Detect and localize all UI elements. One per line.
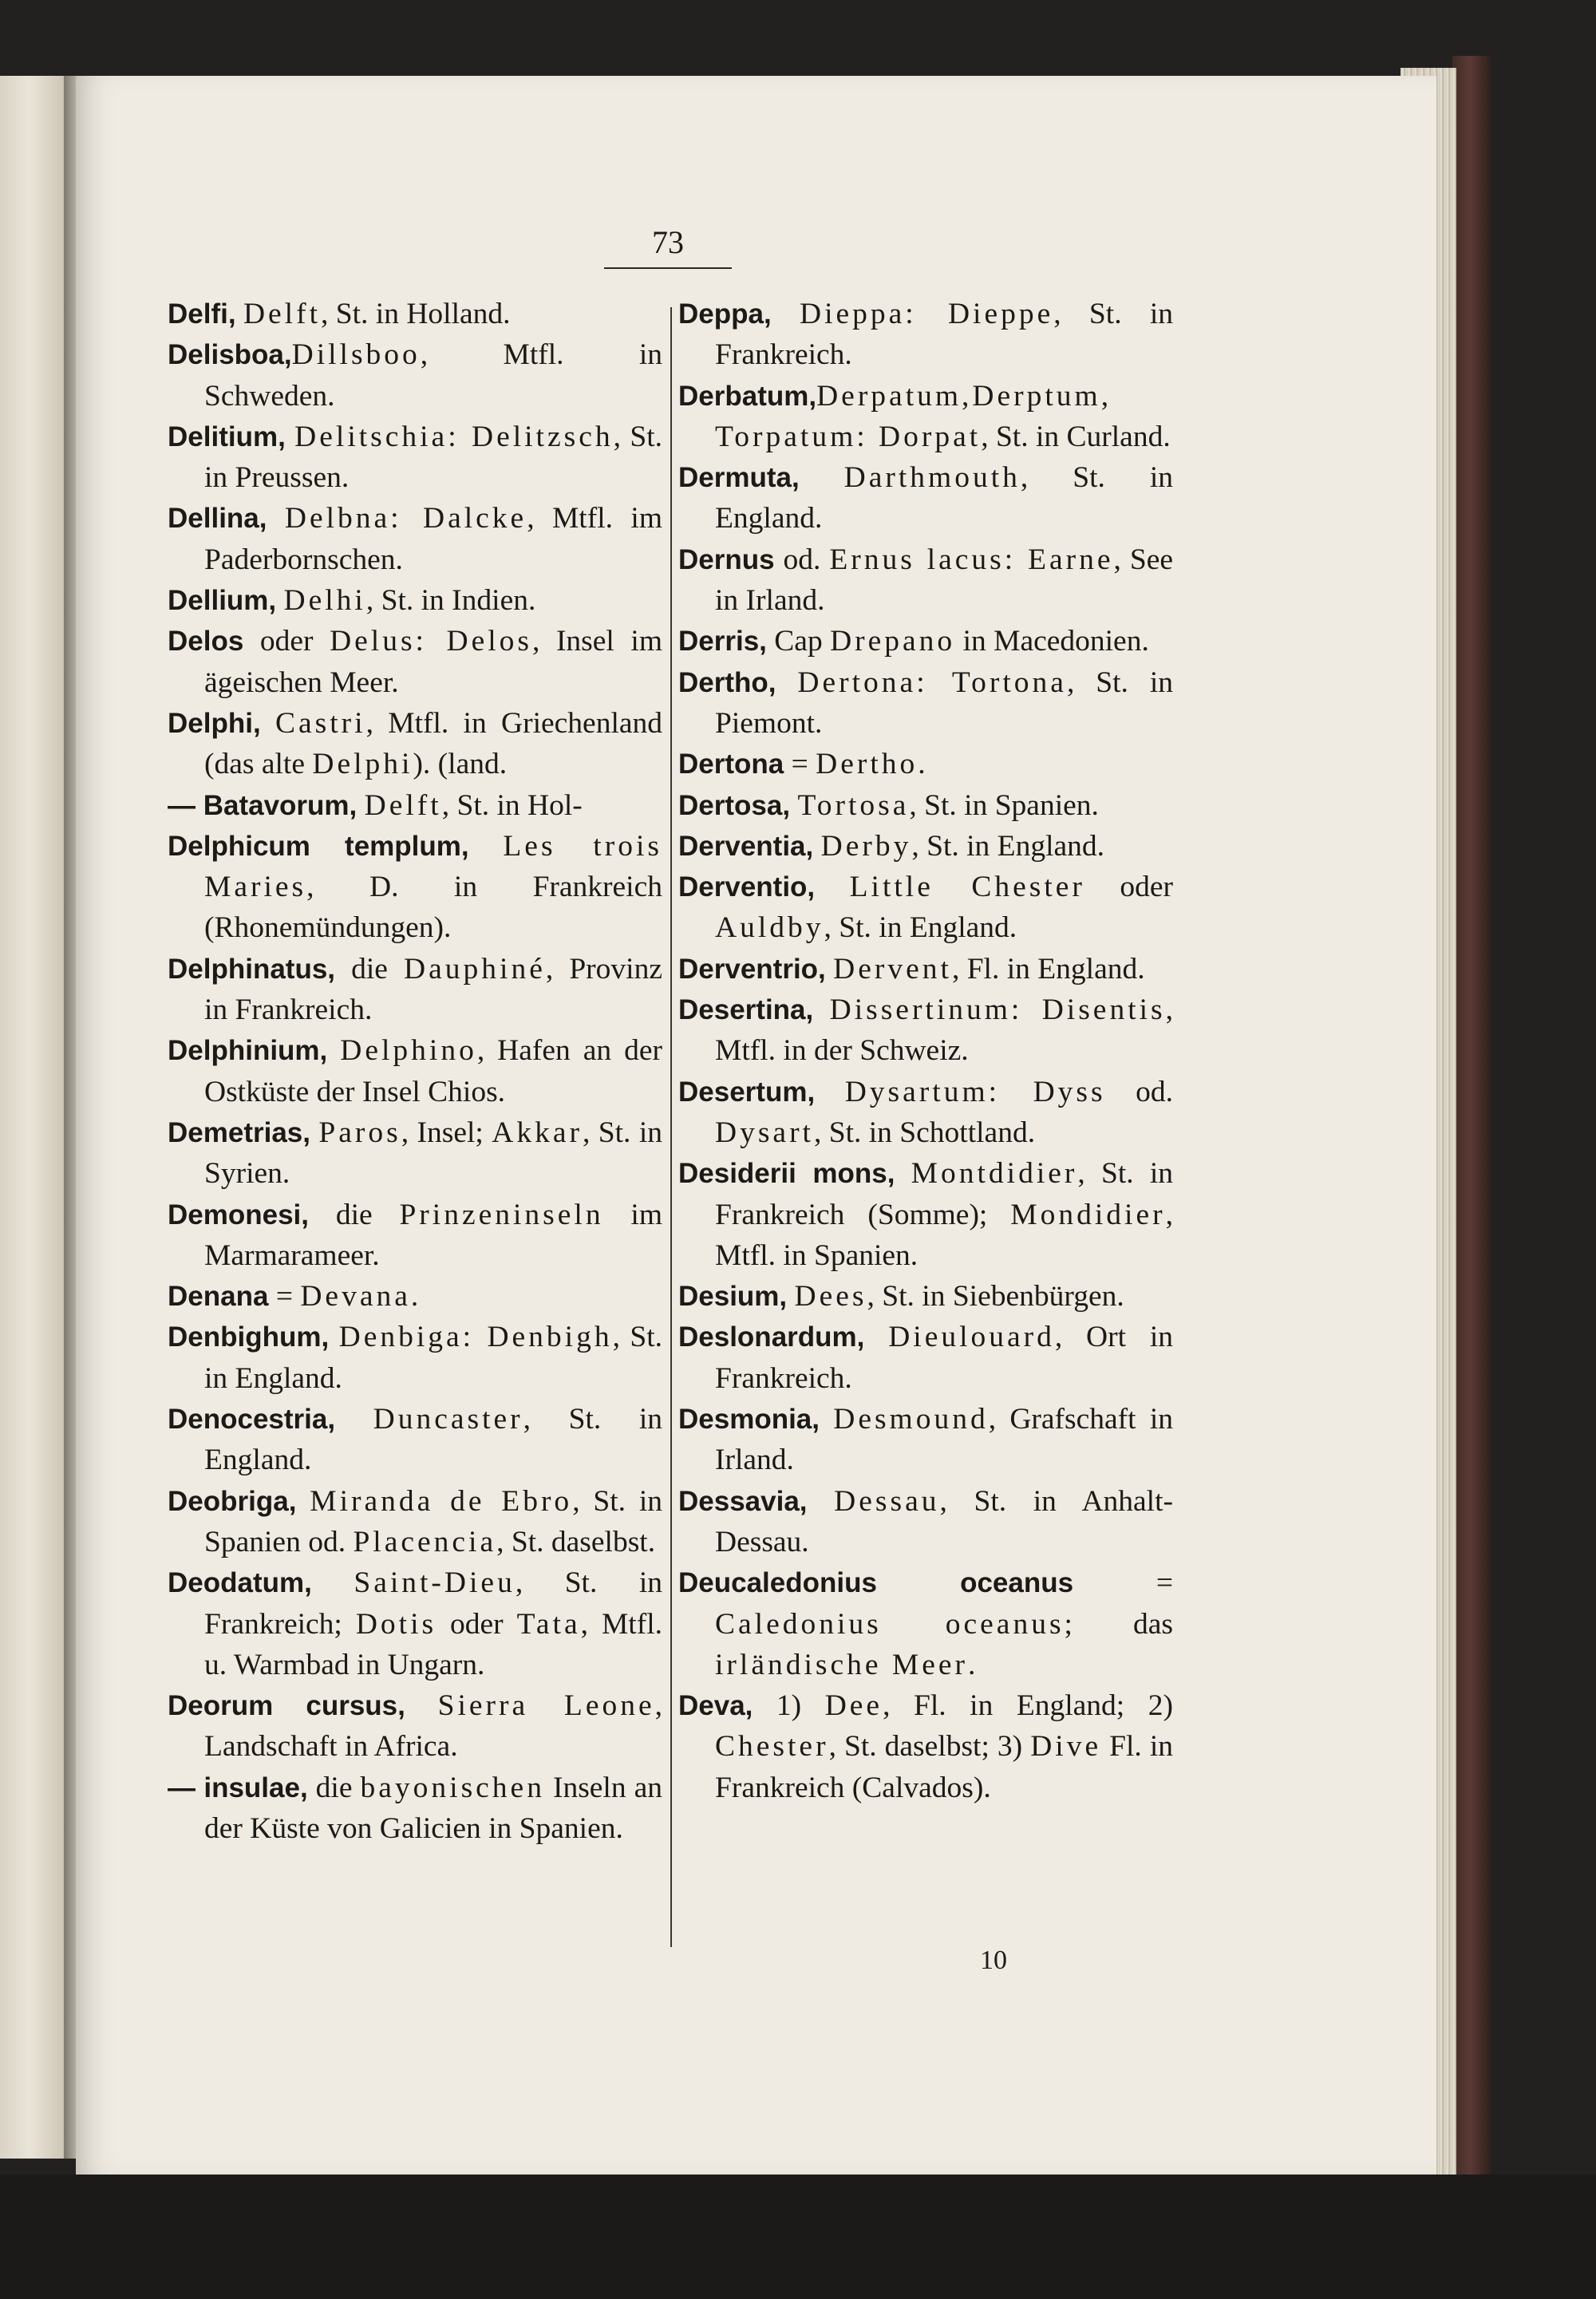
entry-text: , St. in Siebenbürgen. <box>867 1280 1124 1313</box>
entry-spaced-term: Delbna: Dalcke <box>284 502 527 535</box>
entry-text <box>405 1689 438 1722</box>
dictionary-entry <box>678 457 1173 539</box>
entry-text: die <box>309 1198 400 1231</box>
entry-headword: Desmonia, <box>678 1404 820 1436</box>
entry-text <box>312 1566 354 1599</box>
entry-text: , St. in Hol- <box>441 788 583 822</box>
entry-headword: Dertho, <box>678 666 776 698</box>
entry-text: , Fl. in England; 2) <box>883 1689 1173 1723</box>
entry-spaced-term: Dees <box>794 1280 867 1313</box>
entry-text: . <box>918 748 926 781</box>
entry-spaced-term: Dieulouard <box>888 1321 1055 1354</box>
entry-text <box>820 1403 833 1436</box>
entry-text: die <box>335 952 405 986</box>
entry-spaced-term: Drepano <box>830 625 956 658</box>
entry-spaced-term: Miranda de Ebro <box>310 1484 573 1518</box>
entry-spaced-term: Little Chester <box>849 871 1085 904</box>
entry-spaced-term: Montdidier <box>911 1157 1078 1191</box>
entry-text: Cap <box>766 625 831 658</box>
entry-text: , St. in England. <box>204 1403 662 1477</box>
entry-spaced-term: Ernus lacus: Earne <box>829 543 1114 576</box>
entry-text: , Ort in Frankreich. <box>715 1321 1173 1395</box>
entry-spaced-term: Tata <box>516 1607 581 1641</box>
entry-text: , St. in Preussen. <box>204 420 662 495</box>
entry-headword: Desertina, <box>678 994 814 1026</box>
dictionary-entry <box>168 1562 662 1685</box>
entry-text <box>815 1076 845 1108</box>
page-number-rule <box>604 267 732 269</box>
dictionary-entry <box>168 1317 662 1399</box>
entry-text: . <box>968 1648 976 1681</box>
entry-headword: Delphinatus, <box>168 953 336 985</box>
entry-text: , St. in Spanien. <box>909 788 1099 822</box>
entry-text <box>335 1403 373 1436</box>
entry-headword: Deorum cursus, <box>168 1690 405 1722</box>
entry-text: , Insel; <box>401 1116 492 1149</box>
entry-headword: Delfi, <box>168 298 236 330</box>
dictionary-entry <box>678 785 1173 826</box>
entry-headword: Derris, <box>678 626 767 658</box>
dictionary-entry <box>168 949 662 1031</box>
entry-spaced-term: Derpatum,Derptum, Torpatum: Dorpat <box>715 379 1112 453</box>
entry-spaced-term: Tortosa <box>797 788 910 822</box>
entry-headword: Delphinium, <box>168 1035 328 1067</box>
entry-text: , Landschaft in Africa. <box>204 1689 662 1764</box>
entry-spaced-term: Devana <box>300 1280 411 1313</box>
right-column <box>678 294 1173 1808</box>
dictionary-entry <box>678 539 1173 622</box>
entry-spaced-term: Les trois Maries <box>204 829 662 904</box>
entry-text: , St. in Spanien od. <box>204 1484 662 1558</box>
entry-spaced-term: Dervent <box>833 952 952 986</box>
entry-text: , Insel im ägeischen Meer. <box>204 625 662 699</box>
entry-text <box>776 666 798 699</box>
left-page-edge <box>0 76 73 2159</box>
entry-text <box>357 789 364 822</box>
entry-text: , St. in Curland. <box>981 420 1171 453</box>
entry-headword: Delisboa, <box>168 339 292 371</box>
entry-spaced-term: Delhi <box>283 584 366 618</box>
entry-headword: Dellium, <box>168 585 277 617</box>
entry-headword: Denocestria, <box>168 1404 336 1436</box>
entry-text: im Marmarameer. <box>204 1198 662 1272</box>
dictionary-entry <box>168 1030 662 1112</box>
entry-text: , St. in Syrien. <box>204 1116 662 1191</box>
entry-headword: Dernus <box>678 543 775 575</box>
entry-text <box>286 421 294 453</box>
entry-spaced-term: Dauphiné <box>404 952 546 986</box>
entry-spaced-term: Dillsboo <box>291 338 421 372</box>
entry-spaced-term: Saint-Dieu <box>354 1566 516 1600</box>
dictionary-entry <box>168 1399 662 1481</box>
entry-spaced-term: Sierra Leone <box>437 1689 655 1723</box>
page-number: 73 <box>652 224 684 260</box>
entry-headword: Deodatum, <box>168 1567 312 1599</box>
dictionary-entry <box>168 703 662 785</box>
dictionary-entry <box>678 1399 1173 1481</box>
entry-text <box>826 953 833 986</box>
entry-spaced-term: Caledonius oceanus <box>715 1607 1065 1641</box>
dictionary-entry <box>168 1276 662 1317</box>
entry-text: , St. in England. <box>204 1321 662 1395</box>
entry-headword: Desertum, <box>678 1076 816 1108</box>
dictionary-entry <box>168 417 662 499</box>
entry-headword: Denana <box>168 1281 269 1313</box>
entry-headword: Dessavia, <box>678 1485 808 1517</box>
dictionary-entry <box>678 1317 1173 1399</box>
entry-spaced-term: Paros <box>318 1116 401 1149</box>
entry-headword: — Batavorum, <box>168 789 358 821</box>
entry-spaced-term: Dissertinum: Disentis <box>829 993 1166 1027</box>
entry-headword: Desiderii mons, <box>678 1158 895 1190</box>
left-column <box>168 294 662 1849</box>
entry-text <box>813 993 829 1026</box>
entry-text: , St. in Schottland. <box>813 1116 1036 1149</box>
signature-mark: 10 <box>980 1945 1007 1975</box>
entry-text: , St. daselbst; 3) <box>828 1730 1031 1764</box>
dictionary-entry <box>168 826 662 949</box>
entry-headword: Deva, <box>678 1690 753 1722</box>
dictionary-entry <box>678 376 1173 458</box>
entry-text: die <box>307 1771 361 1804</box>
entry-text: in Macedonien. <box>955 625 1149 658</box>
entry-headword: Derventio, <box>678 871 816 903</box>
entry-spaced-term: Dotis <box>355 1607 437 1641</box>
entry-text <box>327 1034 340 1067</box>
dictionary-entry <box>678 949 1173 990</box>
entry-text <box>267 502 284 535</box>
dictionary-entry <box>678 990 1173 1072</box>
entry-text: , St. in England. <box>824 911 1017 945</box>
entry-text: ; das <box>1064 1607 1173 1641</box>
entry-spaced-term: irländische Meer <box>715 1648 969 1681</box>
entry-text: , St. daselbst. <box>496 1525 656 1558</box>
entry-text <box>815 871 849 903</box>
entry-text: , St. in Frankreich. <box>715 298 1174 372</box>
entry-text <box>296 1485 310 1518</box>
entry-text <box>236 298 243 330</box>
entry-headword: Deslonardum, <box>678 1321 865 1353</box>
entry-headword: — insulae, <box>168 1772 308 1803</box>
entry-text: , St. in Piemont. <box>715 666 1173 740</box>
entry-text <box>787 1280 794 1313</box>
book-cover-edge <box>1452 56 1491 2194</box>
entry-spaced-term: Denbiga: Denbigh <box>338 1321 613 1354</box>
dictionary-entry <box>678 662 1173 745</box>
entry-text: od. <box>774 543 830 576</box>
entry-headword: Dellina, <box>168 503 267 535</box>
entry-text: , Provinz in Frankreich. <box>204 952 662 1027</box>
entry-spaced-term: Delphi <box>312 748 413 781</box>
entry-spaced-term: Placencia <box>353 1525 497 1558</box>
entry-text <box>772 298 800 330</box>
entry-spaced-term: Delus: Delos <box>330 625 533 658</box>
entry-headword: Deobriga, <box>168 1485 297 1517</box>
entry-headword: Dertosa, <box>678 789 791 821</box>
entry-text: , St. in Anhalt-Dessau. <box>715 1484 1173 1558</box>
dictionary-entry <box>168 294 662 334</box>
entry-text: , Mtfl. in Spanien. <box>715 1198 1173 1272</box>
entry-spaced-term: Dee <box>824 1689 883 1723</box>
entry-headword: Derventia, <box>678 830 814 862</box>
dictionary-entry <box>168 334 662 417</box>
entry-spaced-term: Prinzeninseln <box>399 1198 604 1231</box>
entry-spaced-term: Auldby <box>715 911 824 945</box>
entry-text: , See in Irland. <box>715 543 1173 618</box>
entry-text: , St. in Holland. <box>321 298 511 330</box>
entry-headword: Dermuta, <box>678 462 800 494</box>
entry-text <box>808 1485 835 1518</box>
dictionary-entry <box>168 621 662 703</box>
dictionary-entry <box>168 1112 662 1195</box>
entry-headword: Delphi, <box>168 707 261 739</box>
entry-text: oder <box>243 625 330 658</box>
entry-spaced-term: bayonischen <box>360 1771 545 1804</box>
entry-headword: Demetrias, <box>168 1116 310 1148</box>
entry-spaced-term: Derby <box>820 829 912 863</box>
entry-text: oder <box>437 1607 517 1641</box>
entry-text <box>329 1321 338 1353</box>
entry-text: = <box>784 748 816 781</box>
entry-headword: Denbighum, <box>168 1321 330 1353</box>
entry-text: Fl. in Frankreich (Calvados). <box>715 1730 1173 1804</box>
entry-text: 1) <box>753 1689 825 1723</box>
dictionary-entry <box>168 580 662 621</box>
entry-headword: Delphicum templum, <box>168 830 469 862</box>
entry-text <box>310 1116 318 1149</box>
entry-text: , Mtfl. im Paderbornschen. <box>204 502 662 576</box>
entry-headword: Derventrio, <box>678 953 826 985</box>
dictionary-entry <box>168 1481 662 1563</box>
entry-text: , D. in Frankreich (Rhonemündungen). <box>204 871 662 945</box>
entry-text: , St. in Indien. <box>365 584 536 618</box>
entry-text: od. <box>1105 1075 1174 1108</box>
entry-text: Inseln an der Küste von Galicien in Spanien. <box>204 1771 662 1845</box>
entry-text: , Fl. in England. <box>951 952 1145 986</box>
dictionary-entry <box>168 1685 662 1768</box>
dictionary-entry <box>678 1562 1173 1685</box>
dictionary-entry <box>168 1195 662 1277</box>
entry-text: , St. in Frankreich (Somme); <box>715 1157 1173 1231</box>
column-divider <box>670 307 672 1947</box>
entry-headword: Derbatum, <box>678 380 817 412</box>
dictionary-entry <box>168 1768 662 1850</box>
entry-spaced-term: Delft <box>364 788 442 822</box>
entry-spaced-term: Akkar <box>492 1116 583 1149</box>
dictionary-entry <box>678 867 1173 949</box>
entry-text: = <box>1073 1566 1174 1600</box>
dictionary-entry <box>678 1481 1173 1563</box>
entry-spaced-term: Delft <box>243 298 322 330</box>
entry-spaced-term: Castri <box>275 706 366 740</box>
entry-text <box>276 584 283 617</box>
entry-text <box>469 830 504 863</box>
entry-text <box>895 1157 911 1190</box>
entry-text <box>813 830 820 863</box>
entry-text <box>261 707 275 740</box>
entry-text: . <box>410 1280 419 1313</box>
entry-text: , Grafschaft in Irland. <box>715 1403 1173 1477</box>
entry-spaced-term: Dieppa: Dieppe <box>799 298 1054 330</box>
entry-spaced-term: Desmound <box>833 1403 989 1436</box>
entry-spaced-term: Delitschia: Delitzsch <box>294 420 614 453</box>
entry-headword: Dertona <box>678 749 784 780</box>
entry-text: , Mtfl. in der Schweiz. <box>715 993 1173 1068</box>
entry-spaced-term: Duncaster <box>373 1403 523 1436</box>
entry-spaced-term: Chester <box>715 1730 829 1764</box>
entry-text: , St. in England. <box>911 829 1105 863</box>
dictionary-entry <box>678 1685 1173 1808</box>
dictionary-entry <box>678 621 1173 662</box>
entry-text: = <box>268 1280 301 1313</box>
dictionary-entry <box>678 1276 1173 1317</box>
entry-spaced-term: Dive <box>1030 1730 1102 1764</box>
entry-text <box>864 1321 888 1353</box>
entry-headword: Delos <box>168 626 244 658</box>
entry-headword: Deppa, <box>678 298 772 330</box>
entry-text: oder <box>1084 871 1174 904</box>
entry-spaced-term: Darthmouth <box>843 461 1021 495</box>
background-surface <box>0 2175 1596 2299</box>
dictionary-entry <box>168 498 662 580</box>
entry-headword: Desium, <box>678 1281 788 1313</box>
dictionary-entry <box>168 785 662 826</box>
entry-text: , Mtfl. in Griechenland (das alte <box>204 706 663 781</box>
entry-spaced-term: Mondidier <box>1010 1198 1166 1231</box>
entry-spaced-term: Delphino <box>340 1034 477 1068</box>
entry-text: , Hafen an der Ostküste der Insel Chios. <box>204 1034 662 1108</box>
entry-spaced-term: Dertho <box>816 748 918 781</box>
dictionary-entry <box>678 744 1173 784</box>
dictionary-entry <box>678 294 1173 376</box>
entry-headword: Demonesi, <box>168 1199 309 1230</box>
entry-text: , Mtfl. in Schweden. <box>204 338 662 413</box>
dictionary-entry <box>678 826 1173 867</box>
entry-text: ). (land. <box>413 748 508 781</box>
dictionary-entry <box>678 1153 1173 1276</box>
entry-text: , St. in England. <box>715 461 1173 535</box>
entry-spaced-term: Dysart <box>715 1116 814 1149</box>
entry-text <box>800 461 844 494</box>
entry-spaced-term: Dysartum: Dyss <box>844 1075 1106 1108</box>
entry-spaced-term: Dessau <box>834 1484 940 1518</box>
entry-headword: Deucaledonius oceanus <box>678 1567 1074 1599</box>
entry-text: , St. in Frankreich; <box>204 1566 662 1641</box>
dictionary-entry <box>678 1072 1173 1154</box>
entry-spaced-term: Dertona: Tortona <box>797 666 1067 699</box>
entry-text: , Mtfl. u. Warmbad in Ungarn. <box>204 1607 662 1681</box>
entry-headword: Delitium, <box>168 421 286 452</box>
